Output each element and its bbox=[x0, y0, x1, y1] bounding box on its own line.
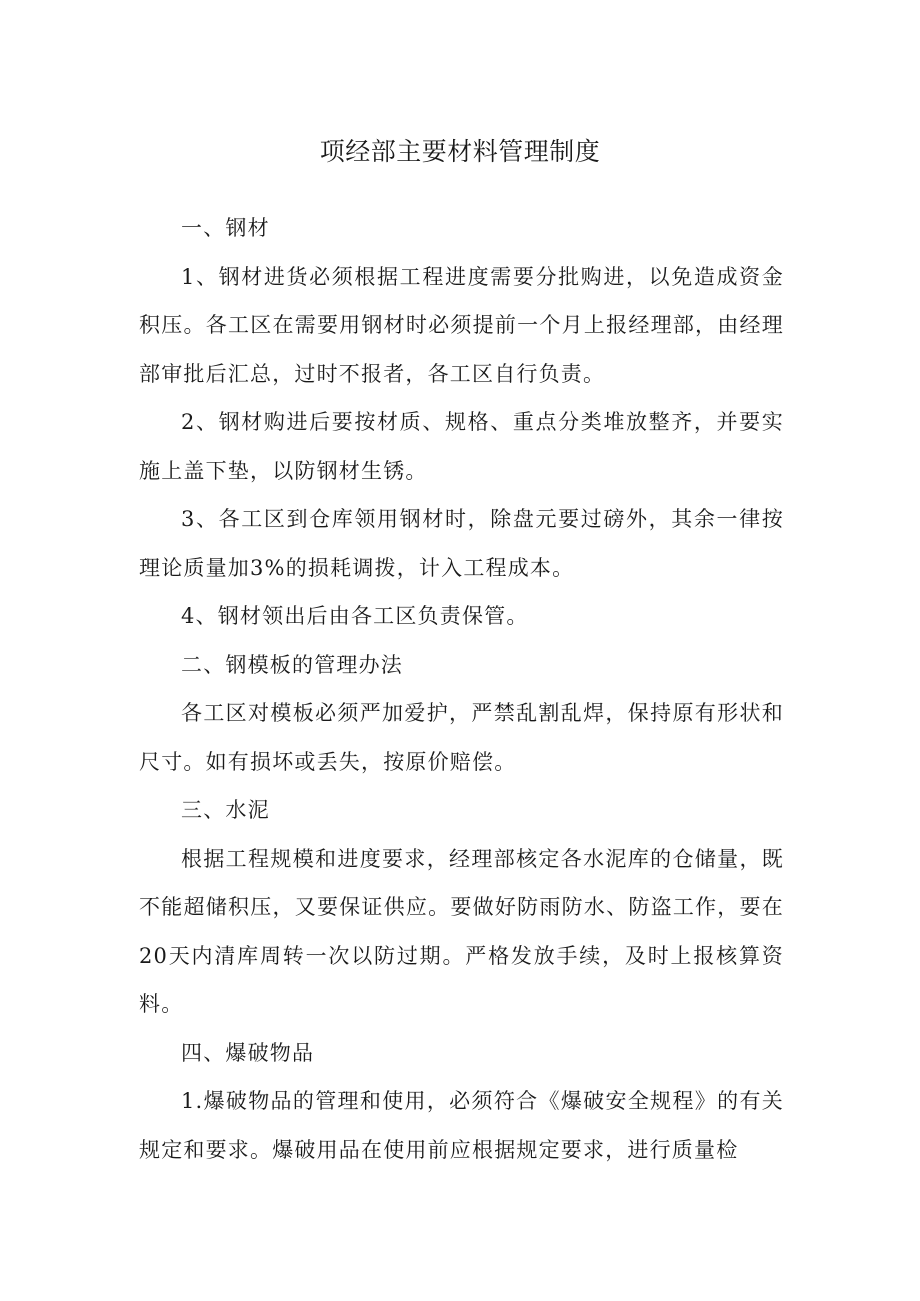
paragraph: 1、钢材进货必须根据工程进度需要分批购进，以免造成资金积压。各工区在需要用钢材时必须提前一个月上报经理部，由经理部审批后汇总，过时不报者，各工区自行负责。 bbox=[139, 264, 784, 386]
section-heading-steel-formwork: 二、钢模板的管理办法 bbox=[181, 652, 403, 677]
section-heading-explosives: 四、爆破物品 bbox=[181, 1040, 315, 1065]
paragraph: 1.爆破物品的管理和使用，必须符合《爆破安全规程》的有关规定和要求。爆破用品在使用前应根据规定要求，进行质量检 bbox=[139, 1089, 784, 1162]
paragraph: 3、各工区到仓库领用钢材时，除盘元要过磅外，其余一律按理论质量加3%的损耗调拨，计入工程成本。 bbox=[139, 507, 784, 580]
section-heading-steel: 一、钢材 bbox=[181, 216, 270, 240]
paragraph: 各工区对模板必须严加爱护，严禁乱割乱焊，保持原有形状和尺寸。如有损坏或丢失，按原价赔偿。 bbox=[139, 701, 784, 774]
paragraph: 2、钢材购进后要按材质、规格、重点分类堆放整齐，并要实施上盖下垫，以防钢材生锈。 bbox=[139, 410, 784, 483]
document-body bbox=[139, 204, 784, 1174]
paragraph: 根据工程规模和进度要求，经理部核定各水泥库的仓储量，既不能超储积压，又要保证供应。要做好防雨防水、防盗工作，要在20天内清库周转一次以防过期。严格发放手续，及时上报核算资料。 bbox=[139, 846, 784, 1016]
document-title: 项经部主要材料管理制度 bbox=[319, 137, 601, 166]
section-heading-cement: 三、水泥 bbox=[181, 798, 270, 822]
paragraph: 4、钢材领出后由各工区负责保管。 bbox=[181, 604, 529, 628]
